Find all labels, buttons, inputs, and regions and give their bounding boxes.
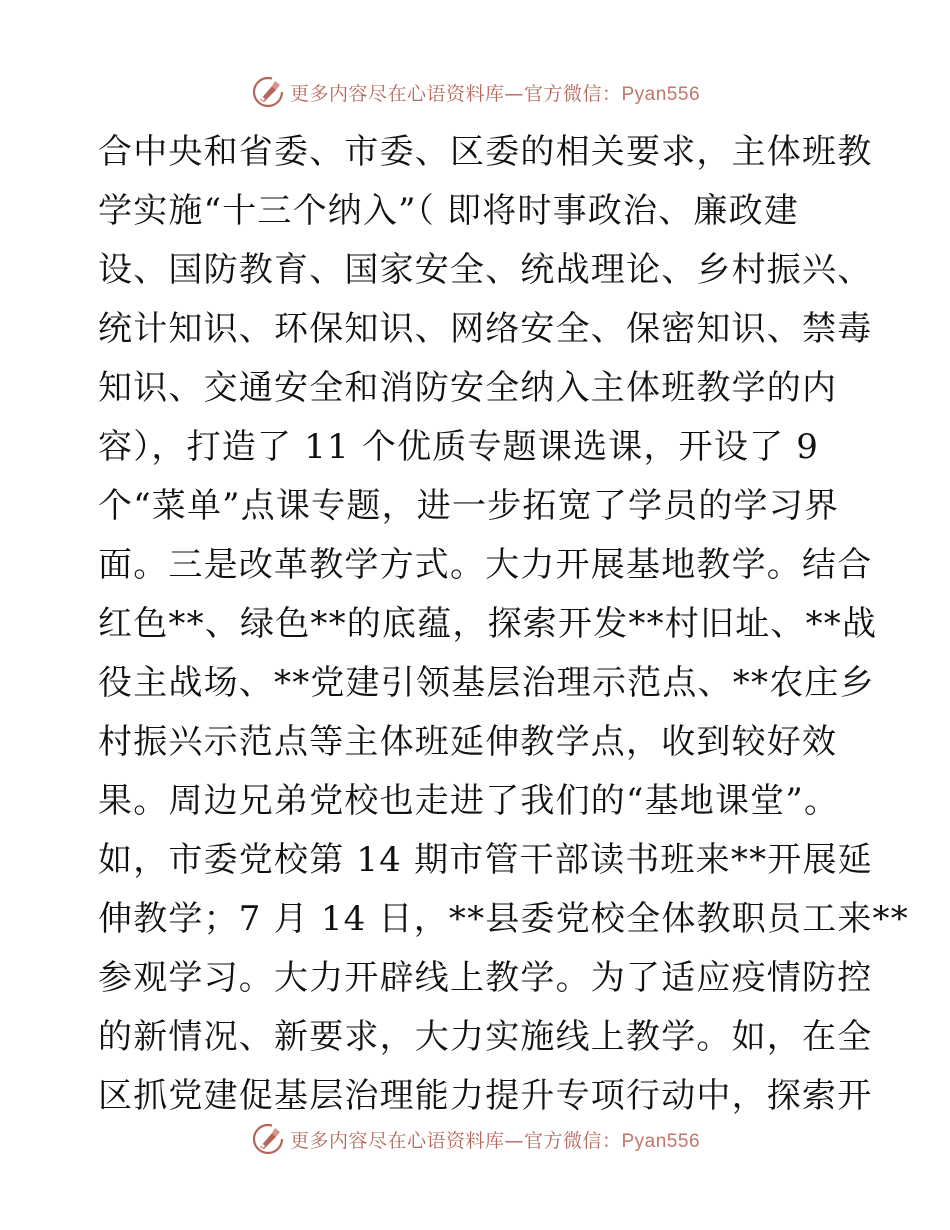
text-line: 村振兴示范点等主体班延伸教学点，收到较好效 <box>98 722 838 762</box>
watermark-text <box>290 1126 700 1153</box>
footer-watermark <box>0 1119 950 1159</box>
text-line: 的新情况、新要求，大力实施线上教学。如，在全 <box>98 1017 873 1057</box>
watermark-separator: — <box>504 82 524 105</box>
text-line: 容），打造了 11 个优质专题课选课，开设了 9 <box>98 427 820 467</box>
text-line: 伸教学；7 月 14 日，**县委党校全体教职员工来** <box>98 899 909 939</box>
text-line: 合中央和省委、市委、区委的相关要求，主体班教 <box>98 132 873 172</box>
document-body <box>98 123 909 1126</box>
text-line: 统计知识、环保知识、网络安全、保密知识、禁毒 <box>98 309 873 349</box>
text-line: 参观学习。大力开辟线上教学。为了适应疫情防控 <box>98 958 873 998</box>
pen-nib-logo-icon <box>250 1121 286 1157</box>
watermark-handle: Pyan556 <box>621 83 701 105</box>
watermark-title: 更多内容尽在心语资料库 <box>289 1129 505 1152</box>
text-line: 役主战场、**党建引领基层治理示范点、**农庄乡 <box>98 663 875 703</box>
text-line: 面。三是改革教学方式。大力开展基地教学。结合 <box>98 545 873 585</box>
text-line: 知识、交通安全和消防安全纳入主体班教学的内 <box>98 368 838 408</box>
watermark-label: 官方微信： <box>523 1129 622 1152</box>
text-line: 红色**、绿色**的底蕴，探索开发**村旧址、**战 <box>98 604 878 644</box>
pen-nib-logo-icon <box>250 74 286 110</box>
watermark-label: 官方微信： <box>523 82 622 105</box>
text-line: 个“菜单”点课专题，进一步拓宽了学员的学习界 <box>98 486 840 526</box>
watermark-separator: — <box>504 1129 524 1152</box>
text-line: 如，市委党校第 14 期市管干部读书班来**开展延 <box>98 840 873 880</box>
header-watermark <box>0 72 950 112</box>
watermark-handle: Pyan556 <box>621 1130 701 1152</box>
text-line: 设、国防教育、国家安全、统战理论、乡村振兴、 <box>98 250 873 290</box>
text-line: 区抓党建促基层治理能力提升专项行动中，探索开 <box>98 1076 873 1116</box>
watermark-text <box>290 79 700 106</box>
text-line: 果。周边兄弟党校也走进了我们的“基地课堂”。 <box>98 781 840 821</box>
watermark-title: 更多内容尽在心语资料库 <box>289 82 505 105</box>
text-line: 学实施“十三个纳入”（ 即将时事政治、廉政建 <box>98 191 799 231</box>
